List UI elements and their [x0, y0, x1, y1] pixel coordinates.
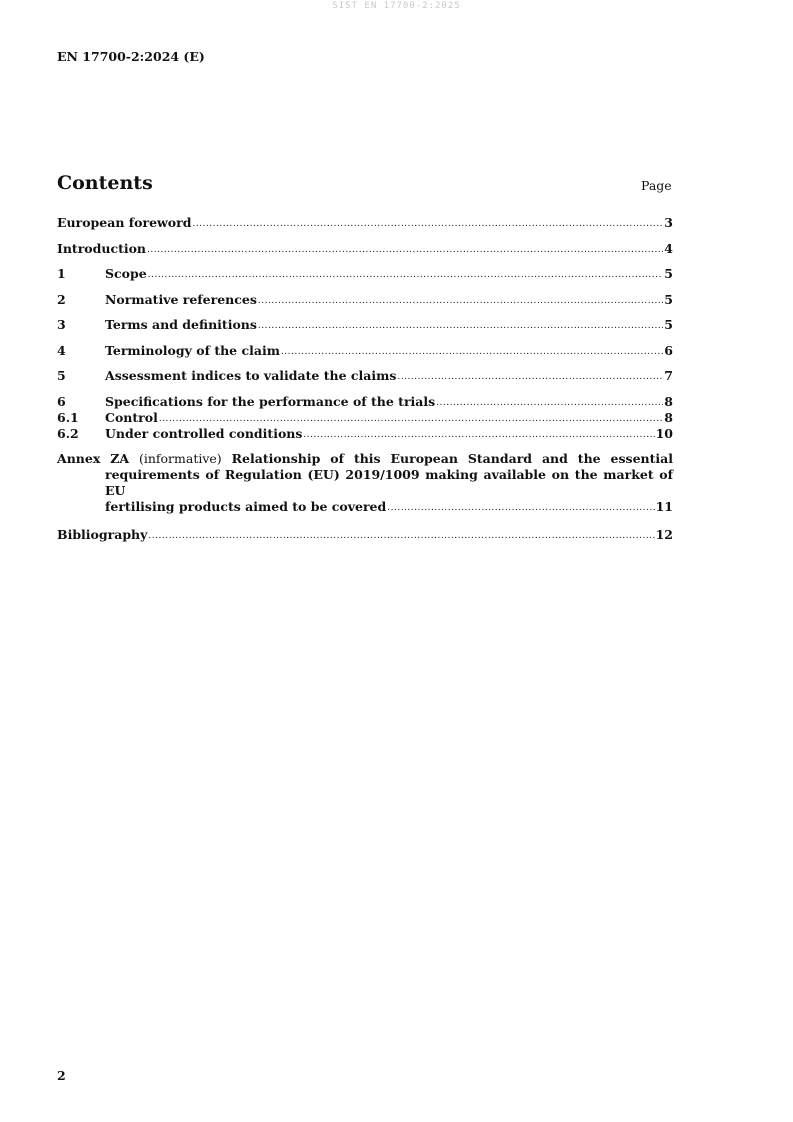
toc-entry-title: Under controlled conditions — [105, 425, 303, 441]
table-of-contents — [57, 215, 673, 543]
dot-leader — [148, 528, 654, 544]
toc-entry-control[interactable] — [57, 410, 673, 426]
toc-entry-number: 6.2 — [57, 425, 79, 441]
dot-leader — [192, 216, 663, 232]
contents-heading: Contents — [57, 172, 153, 194]
page-number: 2 — [57, 1068, 66, 1083]
dot-leader — [148, 267, 664, 283]
toc-entry-page: 3 — [664, 215, 673, 230]
toc-entry-number: 2 — [57, 291, 66, 307]
toc-entry-scope[interactable] — [57, 266, 673, 282]
toc-entry-specifications-for-trials[interactable] — [57, 394, 673, 410]
annex-informative-tag: (informative) — [138, 451, 222, 466]
toc-entry-page: 5 — [664, 317, 673, 332]
watermark: SIST EN 17700-2:2025 — [332, 1, 461, 11]
toc-entry-assessment-indices[interactable] — [57, 368, 673, 384]
toc-entry-page: 12 — [655, 526, 673, 542]
toc-entry-introduction[interactable] — [57, 241, 673, 257]
document-id: EN 17700-2:2024 (E) — [57, 49, 205, 64]
toc-entry-page: 8 — [664, 409, 673, 425]
dot-leader — [397, 369, 663, 385]
toc-entry-terminology-of-the-claim[interactable] — [57, 343, 673, 359]
toc-entry-page: 11 — [655, 499, 673, 514]
toc-entry-number: 6.1 — [57, 409, 79, 425]
dot-leader — [303, 427, 654, 443]
dot-leader — [258, 318, 663, 334]
toc-entry-title: Terminology of the claim — [105, 342, 280, 358]
toc-entry-title: Introduction — [57, 240, 147, 256]
toc-entry-bibliography[interactable] — [57, 527, 673, 543]
toc-entry-page: 10 — [655, 425, 673, 441]
toc-entry-title: Control — [105, 409, 158, 425]
toc-entry-title: Assessment indices to validate the claims — [105, 368, 397, 383]
toc-entry-annex-za[interactable] — [57, 451, 673, 517]
toc-entry-page: 6 — [664, 342, 673, 358]
toc-entry-title: Bibliography — [57, 526, 148, 542]
toc-entry-under-controlled-conditions[interactable] — [57, 426, 673, 442]
toc-entry-number: 5 — [57, 368, 66, 383]
toc-entry-title: Scope — [105, 266, 147, 281]
toc-entry-page: 8 — [664, 393, 673, 409]
toc-entry-page: 5 — [664, 266, 673, 281]
toc-entry-number: 6 — [57, 393, 66, 409]
dot-leader — [159, 411, 663, 427]
annex-title-line-1: Relationship of this European Standard and the essential — [231, 451, 673, 466]
toc-entry-title: European foreword — [57, 215, 192, 230]
dot-leader — [258, 293, 663, 309]
dot-leader — [436, 395, 663, 411]
toc-entry-title: Specifications for the performance of the trials — [105, 393, 436, 409]
annex-title-line-2: requirements of Regulation (EU) 2019/1009 making available on the market of EU — [105, 467, 673, 498]
toc-entry-number: 4 — [57, 342, 66, 358]
toc-entry-number: 3 — [57, 317, 66, 332]
toc-entry-title: Terms and definitions — [105, 317, 257, 332]
toc-entry-european-foreword[interactable] — [57, 215, 673, 231]
page-column-heading: Page — [641, 178, 672, 193]
dot-leader — [387, 500, 654, 516]
annex-label: Annex ZA — [57, 451, 130, 466]
toc-entry-terms-and-definitions[interactable] — [57, 317, 673, 333]
dot-leader — [147, 242, 663, 258]
toc-entry-page: 7 — [664, 368, 673, 383]
toc-entry-page: 5 — [664, 291, 673, 307]
annex-title-line-3: fertilising products aimed to be covered — [105, 499, 387, 514]
toc-entry-title: Normative references — [105, 291, 257, 307]
toc-entry-number: 1 — [57, 266, 66, 281]
toc-entry-page: 4 — [664, 240, 673, 256]
toc-entry-normative-references[interactable] — [57, 292, 673, 308]
dot-leader — [281, 344, 663, 360]
